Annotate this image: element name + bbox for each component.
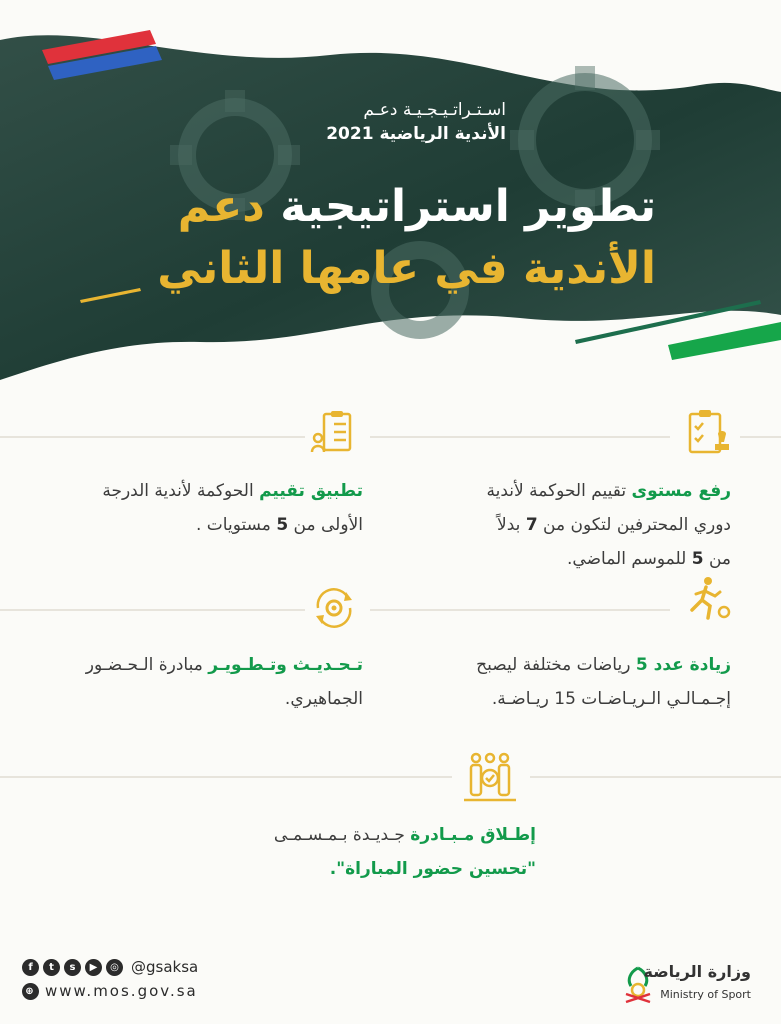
twitter-icon[interactable]: t <box>43 959 60 976</box>
facebook-icon[interactable]: f <box>22 959 39 976</box>
checklist-icon <box>310 408 358 456</box>
item-text: الحوكمة لأندية الدرجة <box>102 481 260 501</box>
logo-english: Ministry of Sport <box>660 988 751 1001</box>
item-new-initiative <box>196 818 536 886</box>
item-governance-first <box>13 474 363 542</box>
number: 5 <box>691 549 704 569</box>
divider <box>0 609 305 611</box>
clipboard-chess-icon <box>684 408 732 456</box>
item-text: تقييم الحوكمة لأندية <box>486 481 632 501</box>
website-link[interactable]: www.mos.gov.sa <box>45 982 198 1000</box>
divider <box>530 776 781 778</box>
divider <box>740 436 781 438</box>
item-text: إجـمـالـي الـريـاضـات 15 ريـاضـة. <box>491 689 731 709</box>
item-attendance-dev <box>13 648 363 716</box>
item-governance-level <box>371 474 731 576</box>
social-handle[interactable]: @gsaksa <box>131 958 199 976</box>
highlight: تطبيق تقييم <box>259 481 363 501</box>
divider <box>370 436 670 438</box>
snapchat-icon[interactable]: s <box>64 959 81 976</box>
kicker-line-2: الأندية الرياضية 2021 <box>326 124 506 144</box>
team-badge-icon <box>462 752 518 804</box>
highlight-quote: "تحسين حضور المباراة". <box>329 859 536 879</box>
logo-arabic: وزارة الرياضة <box>643 962 751 981</box>
number: 7 <box>525 515 538 535</box>
item-sports-count <box>371 648 731 716</box>
item-text: جـديـدة بـمـسـمـى <box>273 825 411 845</box>
youtube-icon[interactable]: ▶ <box>85 959 102 976</box>
runner-icon <box>684 574 732 622</box>
number: 5 <box>276 515 289 535</box>
item-text: دوري المحترفين لتكون من <box>537 515 731 535</box>
page-title <box>157 176 656 300</box>
item-text: مبادرة الـحـضـور <box>85 655 209 675</box>
gear-cycle-icon <box>310 584 358 632</box>
item-text: للموسم الماضي. <box>567 549 692 569</box>
title-gold-1: دعم <box>177 181 265 232</box>
item-text: بدلاً <box>497 515 526 535</box>
divider <box>370 609 670 611</box>
instagram-icon[interactable]: ◎ <box>106 959 123 976</box>
divider <box>0 776 452 778</box>
kicker <box>326 100 506 144</box>
highlight: إطـلاق مـبـادرة <box>410 825 536 845</box>
social-links <box>22 958 198 976</box>
item-text: رياضات مختلفة ليصبح <box>476 655 636 675</box>
highlight: تـحـديـث وتـطـويـر <box>208 655 363 675</box>
item-text: من <box>703 549 731 569</box>
globe-icon: ⊕ <box>22 983 39 1000</box>
number: 5 <box>635 655 648 675</box>
item-text: الأولى من <box>288 515 363 535</box>
hero-banner <box>0 0 781 400</box>
title-gold-2: الأندية في عامها الثاني <box>157 243 656 294</box>
title-white: تطوير استراتيجية <box>280 181 656 232</box>
highlight: رفع مستوى <box>631 481 731 501</box>
website-row <box>22 982 198 1000</box>
highlight: زيادة عدد <box>647 655 731 675</box>
ministry-logo <box>621 962 751 1008</box>
divider <box>0 436 305 438</box>
item-text: مستويات . <box>196 515 277 535</box>
item-text: الجماهيري. <box>284 689 363 709</box>
kicker-line-1: اسـتـراتـيـجـيـة دعـم <box>363 100 506 120</box>
